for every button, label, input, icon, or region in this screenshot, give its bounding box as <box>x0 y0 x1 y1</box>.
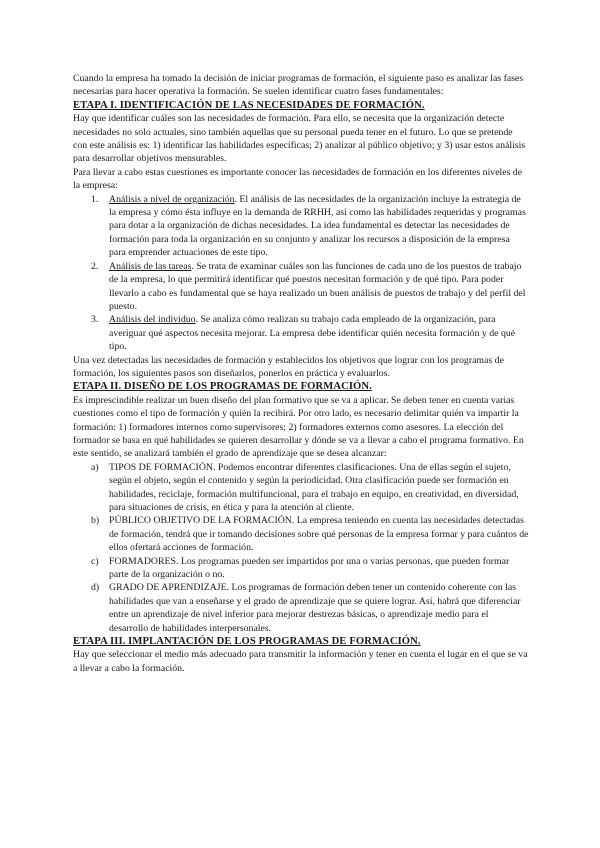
stage1-paragraph-1: Hay que identificar cuáles son las necesidades de formación. Para ello, se necesita que la organización detecte necesidades no solo actuales, sino también aquellas que su personal pueda tener en el futuro. Lo que se pretende con este análisis es: 1) identificar las habilidades específicas; 2) analizar al público objetivo; y 3) usar estos análisis para desarrollar objetivos mensurables. <box>73 113 526 165</box>
list-item-letter: c) <box>91 555 99 567</box>
list-item-letter: a) <box>91 461 99 473</box>
stage3-paragraph-1: Hay que seleccionar el medio más adecuado para transmitir la información y tener en cuenta el lugar en el que se va a llevar a cabo la formación. <box>73 649 528 674</box>
list-item-text: FORMADORES. Los programas pueden ser impartidos por una o varias personas, que pueden formar parte de la organización o no. <box>109 555 510 581</box>
stage1-list <box>73 193 529 354</box>
stage3-heading: ETAPA III. IMPLANTACIÓN DE LOS PROGRAMAS DE FORMACIÓN. <box>73 636 421 648</box>
list-item-number: 2. <box>91 260 99 272</box>
list-item-number: 3. <box>91 314 99 326</box>
list-item-term: Análisis del individuo <box>109 314 196 326</box>
list-item <box>73 514 529 554</box>
list-item <box>73 193 529 260</box>
intro-paragraph: Cuando la empresa ha tomado la decisión de iniciar programas de formación, el siguiente paso es analizar las fases necesarias para hacer operativa la formación. Se suelen identificar cuatro fases fundamentales: <box>73 73 524 98</box>
list-item-text: PÚBLICO OBJETIVO DE LA FORMACIÓN. La empresa teniendo en cuenta las necesidades detectadas de formación, tendrá que ir tomando decisiones sobre qué personas de la empresa formar y para cuántos de ellos ofertará acciones de formación. <box>109 515 529 554</box>
list-item-text: GRADO DE APRENDIZAJE. Los programas de formación deben tener un contenido coherente con las habilidades que van a enseñarse y el grado de aprendizaje que se quiere lograr. Así, habrá que diferenciar entre un aprendizaje de nivel inferior para mejorar destrezas básicas, o aprendizaje medio para el desarrollo de habilidades interpersonales. <box>109 582 521 634</box>
list-item-text: . Se trata de examinar cuáles son las funciones de cada uno de los puestos de trabajo de la empresa, lo que permitirá identificar qué puestos necesitan formación y de qué tipo. Para poder llevarlo a cabo es fundamental que se haya realizado un buen análisis de puestos de trabajo y del perfil del puesto. <box>109 260 526 312</box>
list-item-term: Análisis a nivel de organización <box>109 193 235 205</box>
stage1-paragraph-2: Para llevar a cabo estas cuestiones es importante conocer las necesidades de formación en los diferentes niveles de la empresa: <box>73 166 523 192</box>
list-item-term: Análisis de las tareas <box>109 260 192 272</box>
list-item <box>73 260 529 314</box>
document-page <box>73 72 529 675</box>
list-item <box>73 581 529 635</box>
list-item <box>73 555 529 582</box>
stage2-paragraph-1: Es imprescindible realizar un buen diseño del plan formativo que se va a aplicar. Se deben tener en cuenta varias cuestiones como el tipo de formación y quién la recibirá. Por otro lado, es necesario delimitar quién va impartir la formación: 1) formadores internos como supervisores; 2) formadores externos como asesores. La elección del formador se basa en qué habilidades se quieren desarrollar y dónde se va a llevar a cabo el programa formativo. En este sentido, se analizará también el grado de aprendizaje que se desea alcanzar: <box>73 394 524 460</box>
stage1-heading: ETAPA I. IDENTIFICACIÓN DE LAS NECESIDADES DE FORMACIÓN. <box>73 99 425 111</box>
list-item <box>73 313 529 353</box>
list-item <box>73 461 529 515</box>
list-item-text: TIPOS DE FORMACIÓN. Podemos encontrar diferentes clasificaciones. Una de ellas según el sujeto, según el objeto, según el contenido y según la periodicidad. Otra clasificación puede ser formación en habilidades, reciclaje, formación multifuncional, para el trabajo en equipo, en creatividad, en diversidad, para situaciones de crisis, en ética y para la atención al cliente. <box>109 461 519 513</box>
list-item-number: 1. <box>91 193 99 205</box>
stage1-closing-paragraph: Una vez detectadas las necesidades de formación y establecidos los objetivos que lograr con los programas de formación, los siguientes pasos son diseñarlos, ponerlos en práctica y evaluarlos. <box>73 354 504 379</box>
list-item-letter: b) <box>91 515 100 527</box>
list-item-text: . Se analiza cómo realizan su trabajo cada empleado de la organización, para averiguar qué aspectos necesita mejorar. La empresa debe identificar quién necesita formación y de qué tipo. <box>109 314 516 353</box>
list-item-text: . El análisis de las necesidades de la organización incluye la estrategia de la empresa y cómo ésta influye en la demanda de RRHH, así como las habilidades requeridas y programas para dotar a la organización de dichas necesidades. La idea fundamental es detectar las necesidades de formación para toda la organización en su conjunto y analizar los recursos a disposición de la empresa para emprender actuaciones de este tipo. <box>109 193 526 259</box>
stage2-heading: ETAPA II. DISEÑO DE LOS PROGRAMAS DE FORMACIÓN. <box>73 381 372 393</box>
list-item-letter: d) <box>91 582 100 594</box>
stage2-list <box>73 461 529 635</box>
